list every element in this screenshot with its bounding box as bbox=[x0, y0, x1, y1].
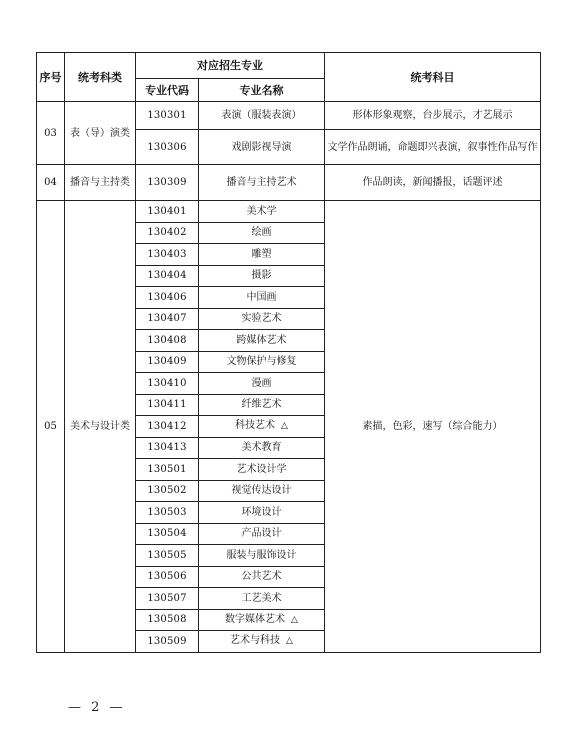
major-name bbox=[199, 287, 325, 309]
major-code: 130408 bbox=[136, 330, 199, 352]
major-name-text: 漫画 bbox=[251, 377, 272, 389]
major-code: 130410 bbox=[136, 373, 199, 395]
major-name bbox=[199, 437, 325, 459]
major-code: 130407 bbox=[136, 308, 199, 330]
major-name-text: 纤维艺术 bbox=[241, 399, 282, 411]
major-code: 130412 bbox=[136, 416, 199, 438]
group-seq: 05 bbox=[37, 201, 65, 653]
major-name-text: 雕塑 bbox=[251, 248, 272, 260]
table-row bbox=[37, 102, 541, 130]
major-name-text: 视觉传达设计 bbox=[231, 485, 292, 497]
group-seq: 03 bbox=[37, 102, 65, 165]
header-majors-group: 对应招生专业 bbox=[136, 53, 325, 79]
group-category: 美术与设计类 bbox=[65, 201, 136, 653]
major-name-text: 科技艺术 bbox=[235, 420, 276, 432]
exam-subjects: 作品朗读，新闻播报，话题评述 bbox=[325, 165, 541, 201]
major-code: 130503 bbox=[136, 502, 199, 524]
group-category: 播音与主持类 bbox=[65, 165, 136, 201]
exam-subjects: 素描，色彩，速写（综合能力） bbox=[325, 201, 541, 653]
major-name bbox=[199, 222, 325, 244]
major-name bbox=[199, 330, 325, 352]
header-seq: 序号 bbox=[37, 53, 65, 102]
major-code: 130509 bbox=[136, 631, 199, 653]
major-code: 130502 bbox=[136, 480, 199, 502]
group-category: 表（导）演类 bbox=[65, 102, 136, 165]
major-name-text: 中国画 bbox=[246, 291, 277, 303]
header-major-name: 专业名称 bbox=[199, 79, 325, 102]
major-name bbox=[199, 459, 325, 481]
major-name bbox=[199, 502, 325, 524]
major-name bbox=[199, 244, 325, 266]
major-name bbox=[199, 566, 325, 588]
major-name-text: 产品设计 bbox=[241, 528, 282, 540]
major-code: 130406 bbox=[136, 287, 199, 309]
major-name bbox=[199, 545, 325, 567]
major-name-text: 数字媒体艺术 bbox=[225, 613, 286, 625]
major-name bbox=[199, 523, 325, 545]
major-name-text: 美术学 bbox=[246, 205, 277, 217]
major-name bbox=[199, 416, 325, 438]
exam-subject-table bbox=[36, 52, 541, 653]
major-name-text: 艺术设计学 bbox=[236, 463, 287, 475]
major-code: 130413 bbox=[136, 437, 199, 459]
major-name-text: 美术教育 bbox=[241, 442, 282, 454]
major-code: 130404 bbox=[136, 265, 199, 287]
major-name bbox=[199, 265, 325, 287]
table-row bbox=[37, 165, 541, 201]
major-code: 130403 bbox=[136, 244, 199, 266]
group-seq: 04 bbox=[37, 165, 65, 201]
major-code: 130402 bbox=[136, 222, 199, 244]
major-name-text: 文物保护与修复 bbox=[226, 356, 297, 368]
major-name bbox=[199, 609, 325, 631]
major-code: 130507 bbox=[136, 588, 199, 610]
major-name-text: 工艺美术 bbox=[241, 592, 282, 604]
major-name bbox=[199, 394, 325, 416]
major-code: 130504 bbox=[136, 523, 199, 545]
major-name bbox=[199, 308, 325, 330]
major-name bbox=[199, 631, 325, 653]
major-name bbox=[199, 351, 325, 373]
table-header-row bbox=[37, 53, 541, 79]
major-code: 130401 bbox=[136, 201, 199, 223]
major-code: 130508 bbox=[136, 609, 199, 631]
major-name-text: 跨媒体艺术 bbox=[236, 334, 287, 346]
header-major-code: 专业代码 bbox=[136, 79, 199, 102]
exam-subjects: 文学作品朗诵，命题即兴表演，叙事性作品写作 bbox=[325, 130, 541, 165]
major-code: 130301 bbox=[136, 102, 199, 130]
major-code: 130306 bbox=[136, 130, 199, 165]
major-code: 130411 bbox=[136, 394, 199, 416]
header-category: 统考科类 bbox=[65, 53, 136, 102]
major-name-text: 环境设计 bbox=[241, 506, 282, 518]
triangle-mark-icon: △ bbox=[281, 421, 288, 432]
major-code: 130309 bbox=[136, 165, 199, 201]
table-row bbox=[37, 201, 541, 223]
triangle-mark-icon: △ bbox=[286, 636, 293, 647]
major-name-text: 摄影 bbox=[251, 270, 272, 282]
major-name-text: 实验艺术 bbox=[241, 313, 282, 325]
header-subjects: 统考科目 bbox=[325, 53, 541, 102]
exam-subjects: 形体形象观察，台步展示，才艺展示 bbox=[325, 102, 541, 130]
major-name bbox=[199, 201, 325, 223]
major-name bbox=[199, 373, 325, 395]
art-design-group bbox=[37, 201, 541, 653]
major-name: 表演（服装表演） bbox=[199, 102, 325, 130]
major-code: 130501 bbox=[136, 459, 199, 481]
major-name-text: 服装与服饰设计 bbox=[226, 549, 297, 561]
major-name-text: 艺术与科技 bbox=[230, 635, 281, 647]
major-name-text: 公共艺术 bbox=[241, 571, 282, 583]
major-code: 130506 bbox=[136, 566, 199, 588]
major-code: 130409 bbox=[136, 351, 199, 373]
major-name-text: 绘画 bbox=[251, 227, 272, 239]
major-name bbox=[199, 588, 325, 610]
major-name: 播音与主持艺术 bbox=[199, 165, 325, 201]
major-code: 130505 bbox=[136, 545, 199, 567]
page-number: — 2 — bbox=[68, 700, 126, 715]
major-name: 戏剧影视导演 bbox=[199, 130, 325, 165]
major-name bbox=[199, 480, 325, 502]
triangle-mark-icon: △ bbox=[291, 614, 298, 625]
